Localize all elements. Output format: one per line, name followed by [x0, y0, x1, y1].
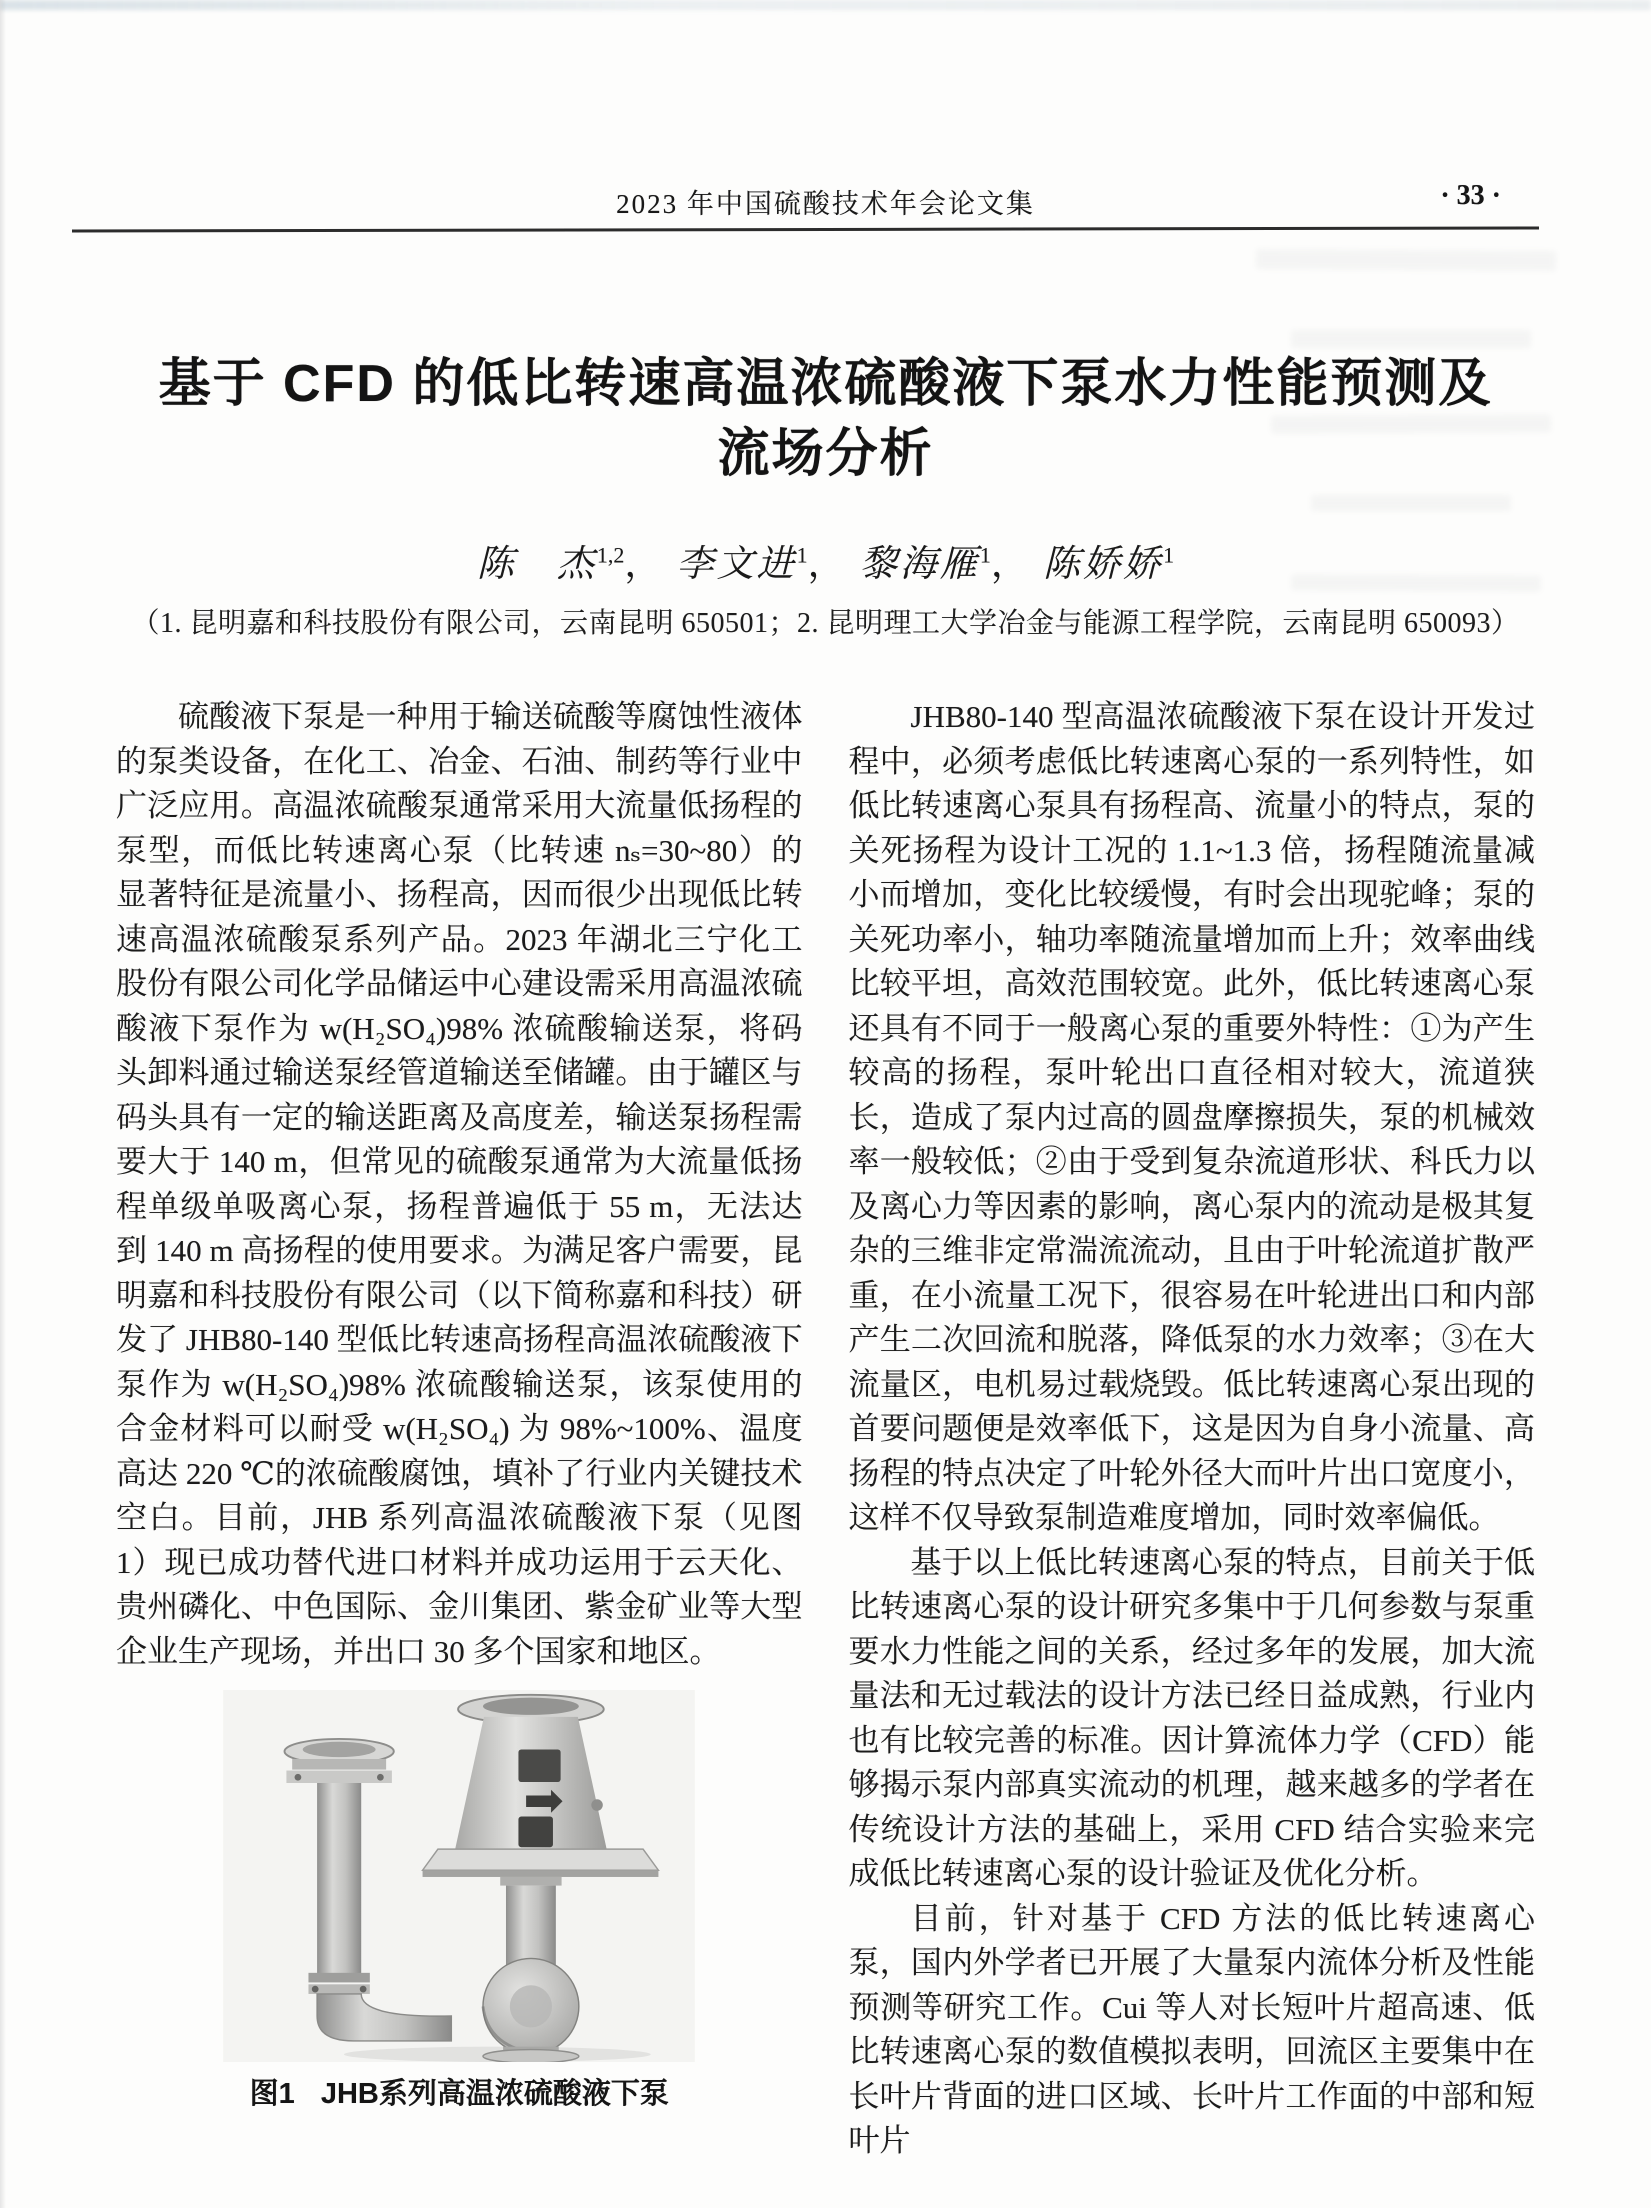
page-number: · 33 ·: [1440, 180, 1501, 211]
author-affiliation-marker: 1: [979, 542, 991, 568]
pump-photo: [209, 1690, 709, 2062]
page-header: [0, 0, 1651, 219]
body-paragraph: JHB80-140 型高温浓硫酸液下泵在设计开发过程中，必须考虑低比转速离心泵的一系列特性，如低比转速离心泵具有扬程高、流量小的特点，泵的关死扬程为设计工况的 1.1~1.3 倍，扬程随流量减小而增加，变化比较缓慢，有时会出现驼峰；泵的关死功率小，轴功率随流量增加而上升；效率曲线比较平坦，高效范围较宽。此外，低比转速离心泵还具有不同于一般离心泵的重要外特性：①为产生较高的扬程，泵叶轮出口直径相对较大，流道狭长，造成了泵内过高的圆盘摩擦损失，泵的机械效率一般较低；②由于受到复杂流道形状、科氏力以及离心力等因素的影响，离心泵内的流动是极其复杂的三维非定常湍流流动，且由于叶轮流道扩散严重，在小流量工况下，很容易在叶轮进出口和内部产生二次回流和脱落，降低泵的水力效率；③在大流量区，电机易过载烧毁。低比转速离心泵出现的首要问题便是效率低下，这是因为自身小流量、高扬程的特点决定了叶轮外径大而叶片出口宽度小，这样不仅导致泵制造难度增加，同时效率偏低。: [848, 699, 1535, 1535]
body-paragraph: 目前，针对基于 CFD 方法的低比转速离心泵，国内外学者已开展了大量泵内流体分析及性能预测等研究工作。Cui 等人对长短叶片超高速、低比转速离心泵的数值模拟表明，回流区主要集中在长叶片背面的进口区域、长叶片工作面的中部和短叶片: [848, 1900, 1535, 2158]
body-paragraph: 硫酸液下泵是一种用于输送硫酸等腐蚀性液体的泵类设备，在化工、冶金、石油、制药等行业中广泛应用。高温浓硫酸泵通常采用大流量低扬程的泵型，而低比转速离心泵（比转速 nₛ=30~80）的显著特征是流量小、扬程高，因而很少出现低比转速高温浓硫酸泵系列产品。2023 年湖北三宁化工股份有限公司化学品储运中心建设需采用高温浓硫酸液下泵作为 w(H₂SO₄)98% 浓硫酸输送泵，将码头卸料通过输送泵经管道输送至储罐。由于罐区与码头具有一定的输送距离及高度差，输送泵扬程需要大于 140 m，但常见的硫酸泵通常为大流量低扬程单级单吸离心泵，扬程普遍低于 55 m，无法达到 140 m 高扬程的使用要求。为满足客户需要，昆明嘉和科技股份有限公司（以下简称嘉和科技）研发了 JHB80-140 型低比转速高扬程高温浓硫酸液下泵作为 w(H₂SO₄)98% 浓硫酸输送泵，该泵使用的合金材料可以耐受 w(H₂SO₄) 为 98%~100%、温度高达 220 ℃的浓硫酸腐蚀，填补了行业内关键技术空白。目前，JHB 系列高温浓硫酸液下泵（见图 1）现已成功替代进口材料并成功运用于云天化、贵州磷化、中色国际、金川集团、紫金矿业等大型企业生产现场，并出口 30 多个国家和地区。: [116, 699, 803, 1669]
scan-artifact-bleedthrough: [1291, 330, 1531, 348]
figure-caption: [116, 2072, 803, 2117]
author: 陈 杰$^{1,2}$: [476, 542, 625, 585]
journal-title: 2023 年中国硫酸技术年会论文集: [616, 189, 1035, 219]
author: 陈娇娇$^1$: [1043, 542, 1175, 585]
author-affiliation-marker: 1,2: [596, 542, 625, 568]
scan-artifact-bleedthrough: [1271, 414, 1551, 433]
author-affiliation-marker: 1: [796, 542, 808, 568]
scan-artifact-left-edge: [0, 0, 6, 2208]
author: 黎海雁$^1$: [859, 542, 991, 585]
right-column: [849, 695, 1536, 2164]
figure-1: [116, 1690, 803, 2117]
author-separator: ，: [807, 544, 848, 585]
author-affiliation-marker: 1: [1163, 542, 1175, 568]
scan-artifact-bleedthrough: [1311, 495, 1511, 511]
left-column: [116, 695, 803, 2164]
header-divider: [72, 226, 1539, 232]
figure-caption-text: JHB系列高温浓硫酸液下泵: [320, 2078, 669, 2110]
article-title-line2: 流场分析: [717, 425, 934, 483]
author: 李文进$^1$: [676, 542, 808, 585]
scan-artifact-bleedthrough: [1256, 249, 1556, 271]
body-paragraph: 基于以上低比转速离心泵的特点，目前关于低比转速离心泵的设计研究多集中于几何参数与泵重要水力性能之间的关系，经过多年的发展，加大流量法和无过载法的设计方法已经日益成熟，行业内也有比较完善的标准。因计算流体力学（CFD）能够揭示泵内部真实流动的机理，越来越多的学者在传统设计方法的基础上，采用 CFD 结合实验来完成低比转速离心泵的设计验证及优化分析。: [848, 1544, 1535, 1891]
affiliation-line: （1. 昆明嘉和科技股份有限公司，云南昆明 650501；2. 昆明理工大学冶金与能源工程学院，云南昆明 650093）: [131, 608, 1520, 639]
figure-caption-label: 图1: [249, 2078, 295, 2110]
author-separator: ，: [624, 544, 665, 585]
body-columns: [0, 695, 1651, 2164]
article-title-line1: 基于 CFD 的低比转速高温浓硫酸液下泵水力性能预测及: [158, 355, 1493, 413]
scan-artifact-bleedthrough: [1291, 574, 1541, 591]
author-separator: ，: [990, 544, 1031, 585]
